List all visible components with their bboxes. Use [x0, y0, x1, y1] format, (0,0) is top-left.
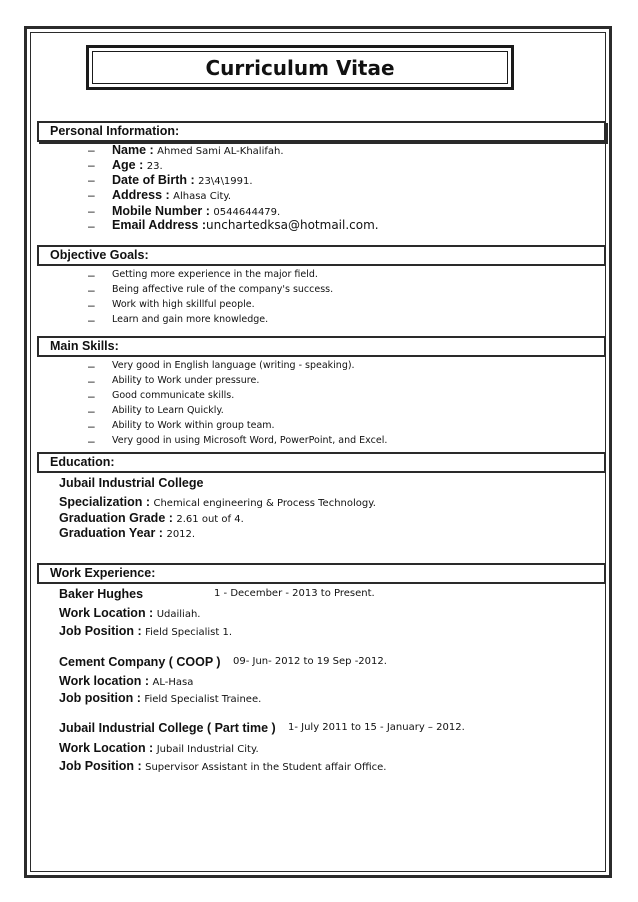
year-label: Graduation Year :: [59, 526, 167, 540]
job-position-label: Job position :: [59, 691, 145, 705]
age-label: Age :: [112, 158, 147, 172]
skill-item: Ability to Work within group team.: [112, 420, 275, 431]
title-box-inner: [92, 51, 508, 84]
job-company: Baker Hughes: [59, 587, 144, 601]
dash-bullet: –: [88, 404, 95, 418]
objective-item: Getting more experience in the major field.: [112, 269, 318, 280]
dash-bullet: –: [88, 419, 95, 433]
dash-bullet: –: [88, 268, 95, 282]
dob-label: Date of Birth :: [112, 173, 199, 187]
dash-bullet: –: [88, 359, 95, 373]
mobile-value: 0544644479.: [213, 207, 281, 218]
work-location-label: Work Location :: [59, 741, 157, 755]
name-label: Name :: [112, 143, 158, 157]
skill-item: Good communicate skills.: [112, 390, 235, 401]
page-title: Curriculum Vitae: [205, 55, 395, 80]
job-dates: 09- Jun- 2012 to 19 Sep -2012.: [233, 656, 387, 667]
job-position-label: Job Position :: [59, 759, 146, 773]
section-objective-heading: Objective Goals:: [37, 245, 606, 266]
dash-bullet: –: [88, 313, 95, 327]
email-value: unchartedksa@hotmail.com.: [206, 218, 379, 232]
mobile-label: Mobile Number :: [112, 204, 214, 218]
dash-bullet: –: [88, 283, 95, 297]
dash-bullet: –: [88, 173, 95, 187]
dash-bullet: –: [88, 389, 95, 403]
job-company: Cement Company ( COOP ): [59, 655, 221, 669]
objective-item: Learn and gain more knowledge.: [112, 314, 269, 325]
address-value: Alhasa City.: [173, 191, 232, 202]
section-education-heading: Education:: [37, 452, 606, 473]
college-name: Jubail Industrial College: [59, 476, 204, 490]
job-dates: 1 - December - 2013 to Present.: [214, 588, 375, 599]
skill-item: Ability to Work under pressure.: [112, 375, 260, 386]
work-location-value: Jubail Industrial City.: [156, 744, 259, 755]
title-box: [86, 45, 514, 90]
section-skills-heading: Main Skills:: [37, 336, 606, 357]
grade-label: Graduation Grade :: [59, 511, 177, 525]
work-location-value: Udailiah.: [156, 609, 201, 620]
section-personal-heading: Personal Information:: [37, 121, 606, 142]
dash-bullet: –: [88, 374, 95, 388]
job-position-value: Field Specialist 1.: [145, 627, 233, 638]
dash-bullet: –: [88, 143, 95, 157]
skill-item: Ability to Learn Quickly.: [112, 405, 224, 416]
job-company: Jubail Industrial College ( Part time ): [59, 721, 276, 735]
dash-bullet: –: [88, 204, 95, 218]
dash-bullet: –: [88, 158, 95, 172]
specialization-value: Chemical engineering & Process Technology.: [153, 498, 376, 509]
job-position-value: Field Specialist Trainee.: [144, 694, 262, 705]
address-label: Address :: [112, 188, 174, 202]
job-position-value: Supervisor Assistant in the Student affair Office.: [145, 762, 387, 773]
work-location-label: Work Location :: [59, 606, 157, 620]
work-location-value: AL-Hasa: [152, 677, 194, 688]
dash-bullet: –: [88, 188, 95, 202]
work-location-label: Work location :: [59, 674, 153, 688]
objective-item: Work with high skillful people.: [112, 299, 255, 310]
skill-item: Very good in using Microsoft Word, PowerPoint, and Excel.: [112, 435, 388, 446]
objective-item: Being affective rule of the company's success.: [112, 284, 334, 295]
dash-bullet: –: [88, 219, 95, 233]
job-position-label: Job Position :: [59, 624, 146, 638]
section-work-heading: Work Experience:: [37, 563, 606, 584]
job-dates: 1- July 2011 to 15 - January – 2012.: [288, 722, 465, 733]
grade-value: 2.61 out of 4.: [176, 514, 244, 525]
skill-item: Very good in English language (writing - speaking).: [112, 360, 355, 371]
dob-value: 23\4\1991.: [198, 176, 253, 187]
name-value: Ahmed Sami AL-Khalifah.: [157, 146, 284, 157]
email-label: Email Address :: [112, 218, 207, 232]
dash-bullet: –: [88, 434, 95, 448]
age-value: 23.: [146, 161, 163, 172]
year-value: 2012.: [166, 529, 196, 540]
specialization-label: Specialization :: [59, 495, 154, 509]
dash-bullet: –: [88, 298, 95, 312]
